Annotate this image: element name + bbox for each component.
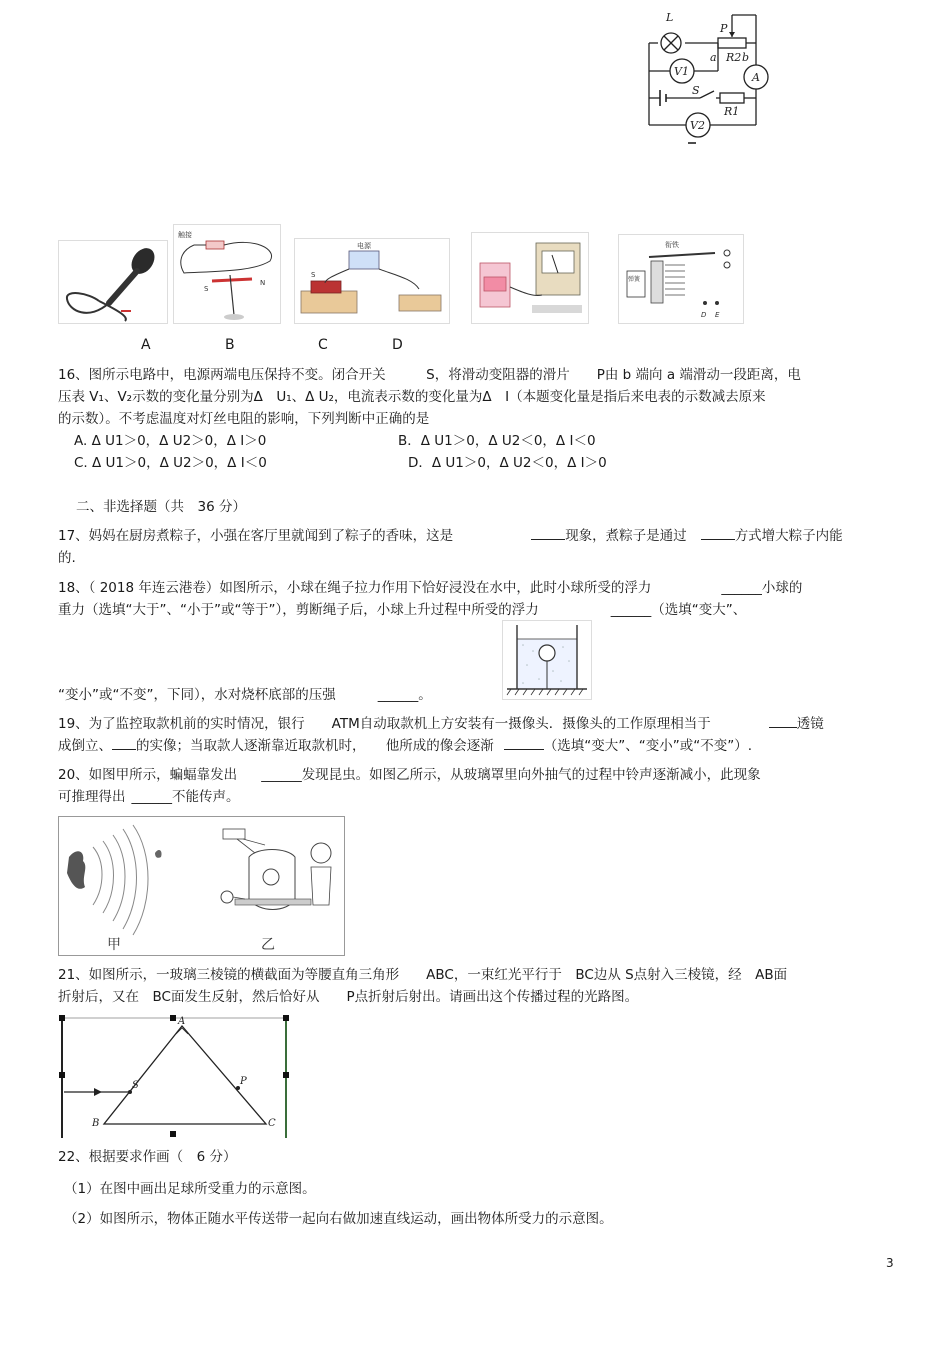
q20-blank-1[interactable]: ______ <box>261 767 302 783</box>
q18-text-2: 小球的 <box>761 580 803 596</box>
q18-text-4: （选填“变大”、 <box>651 602 747 618</box>
q18-blank-2[interactable]: ______ <box>610 602 652 618</box>
q16-option-d[interactable]: D．Δ U1＞0，Δ U2＜0，Δ I＞0 <box>408 455 607 471</box>
q19-line-2 <box>58 735 752 757</box>
q19-line-1 <box>58 713 824 735</box>
q19-text-1: 19、为了监控取款机前的实时情况，银行 ATM自动取款机上方安装有一摄像头．摄像头的工作原理相当于 <box>58 716 711 732</box>
q22-item-1: （1）在图中画出足球所受重力的示意图。 <box>64 1181 316 1197</box>
figure-oersted <box>173 224 281 324</box>
q18-line-1 <box>58 577 802 599</box>
label-spring: 弹簧 <box>628 276 641 283</box>
prism-label-B: B <box>92 1118 100 1129</box>
label-R1: R1 <box>724 105 740 118</box>
circuit-diagram <box>640 5 770 153</box>
q18-blank-1[interactable]: ______ <box>721 580 762 596</box>
q20-text-3: 可推理得出 <box>58 789 126 805</box>
prism-label-A: A <box>178 1016 186 1027</box>
label-yi: 乙 <box>261 937 275 953</box>
figure-motor <box>294 238 450 324</box>
q16-option-c[interactable]: C. Δ U1＞0，Δ U2＞0，Δ I＜0 <box>74 455 267 471</box>
figure-microphone <box>58 240 168 324</box>
q21-line-2: 折射后，又在 BC面发生反射，然后恰好从 P点折射后射出。请画出这个传播过程的光路图。 <box>58 989 639 1005</box>
q17-blank-1[interactable] <box>531 525 565 540</box>
section-2-heading: 二、非选择题（共 36 分） <box>76 499 246 515</box>
q18-text-3: 重力（选填“大于”、“小于”或“等于”），剪断绳子后，小球上升过程中所受的浮力 <box>58 602 539 618</box>
label-S: S <box>692 84 700 97</box>
svg-text:S: S <box>311 271 316 279</box>
q15-option-d[interactable]: D <box>392 337 403 353</box>
prism-label-C: C <box>268 1118 276 1129</box>
figure-prism <box>58 1014 290 1138</box>
label-a: a <box>710 51 717 64</box>
q16-line-1: 16、图所示电路中，电源两端电压保持不变。闭合开关 S，将滑动变阻器的滑片 P由 b 端向 a 端滑动一段距离，电 <box>58 367 801 383</box>
q16-option-a[interactable]: A. Δ U1＞0，Δ U2＞0，Δ I＞0 <box>74 433 267 449</box>
q17-text-2: 现象，煮粽子是通过 <box>565 528 687 544</box>
label-S-pole: S <box>204 285 209 293</box>
label-L: L <box>666 11 674 24</box>
q19-blank-2[interactable] <box>112 735 136 750</box>
q20-text-2: 发现昆虫。如图乙所示，从玻璃罩里向外抽气的过程中铃声逐渐减小，此现象 <box>301 767 761 783</box>
q17-line-1 <box>58 525 843 547</box>
q15-option-b[interactable]: B <box>225 337 235 353</box>
q19-text-3: 成倒立、 <box>58 738 112 754</box>
q20-line-2 <box>58 786 240 808</box>
q17-line-2: 的. <box>58 550 76 566</box>
label-touch: 触接 <box>178 231 192 239</box>
q15-option-c[interactable]: C <box>318 337 328 353</box>
q16-line-3: 的示数）。不考虑温度对灯丝电阻的影响，下列判断中正确的是 <box>58 411 430 427</box>
label-D: D <box>701 311 707 319</box>
label-jia: 甲 <box>107 937 121 953</box>
q19-text-4: 的实像；当取款人逐渐靠近取款机时， 他所成的像会逐渐 <box>136 738 494 754</box>
q20-text-1: 20、如图甲所示，蝙蝠靠发出 <box>58 767 238 783</box>
figure-electromagnetic-relay <box>618 234 744 324</box>
q17-text-1: 17、妈妈在厨房煮粽子，小强在客厅里就闻到了粽子的香味，这是 <box>58 528 454 544</box>
q19-blank-1[interactable] <box>769 713 797 728</box>
label-armature: 衔铁 <box>665 241 679 249</box>
label-A: A <box>752 71 760 84</box>
label-N-pole: N <box>260 279 266 287</box>
label-power: 电源 <box>357 242 371 250</box>
q21-line-1: 21、如图所示，一玻璃三棱镜的横截面为等腰直角三角形 ABC，一束红光平行于 BC边从 S点射入三棱镜，经 AB面 <box>58 967 788 983</box>
figure-beaker-ball <box>502 620 592 700</box>
label-R2: R2 <box>726 51 742 64</box>
q22-item-2: （2）如图所示，物体正随水平传送带一起向右做加速直线运动，画出物体所受力的示意图。 <box>64 1211 613 1227</box>
q18-line-2 <box>58 599 746 621</box>
q20-blank-2[interactable]: ______ <box>131 789 172 805</box>
q22-title: 22、根据要求作画（ 6 分） <box>58 1149 237 1165</box>
q18-line-3 <box>58 684 432 706</box>
q18-text-5: “变小”或“不变”，下同），水对烧杯底部的压强 <box>58 687 336 703</box>
q20-line-1 <box>58 764 761 786</box>
q18-text-1: 18、（ 2018 年连云港卷）如图所示，小球在绳子拉力作用下恰好浸没在水中，此时小球所受的浮力 <box>58 580 652 596</box>
prism-label-P: P <box>240 1076 247 1087</box>
label-b: b <box>742 51 750 64</box>
q19-text-2: 透镜 <box>796 716 824 732</box>
label-E: E <box>715 311 720 319</box>
q19-text-5: （选填“变大”、“变小”或“不变”）. <box>543 738 753 754</box>
q19-blank-3[interactable] <box>504 735 544 750</box>
label-P: P <box>720 22 728 35</box>
q16-line-2: 压表 V₁、V₂示数的变化量分别为Δ U₁、Δ U₂，电流表示数的变化量为Δ I（本题变化量是指后来电表的示数减去原来 <box>58 389 766 405</box>
q17-blank-2[interactable] <box>701 525 735 540</box>
label-V2: V2 <box>690 119 705 132</box>
q18-text-6: 。 <box>418 687 432 703</box>
figure-generator <box>471 232 589 324</box>
label-V1: V1 <box>674 65 689 78</box>
q15-option-a[interactable]: A <box>141 337 151 353</box>
q16-option-b[interactable]: B．Δ U1＞0，Δ U2＜0，Δ I＜0 <box>398 433 596 449</box>
page-number: 3 <box>886 1256 894 1270</box>
figure-bat-and-bell <box>58 816 345 956</box>
prism-label-S: S <box>132 1080 139 1091</box>
q18-blank-3[interactable]: ______ <box>377 687 419 703</box>
q17-text-3: 方式增大粽子内能 <box>734 528 843 544</box>
q20-text-4: 不能传声。 <box>172 789 240 805</box>
